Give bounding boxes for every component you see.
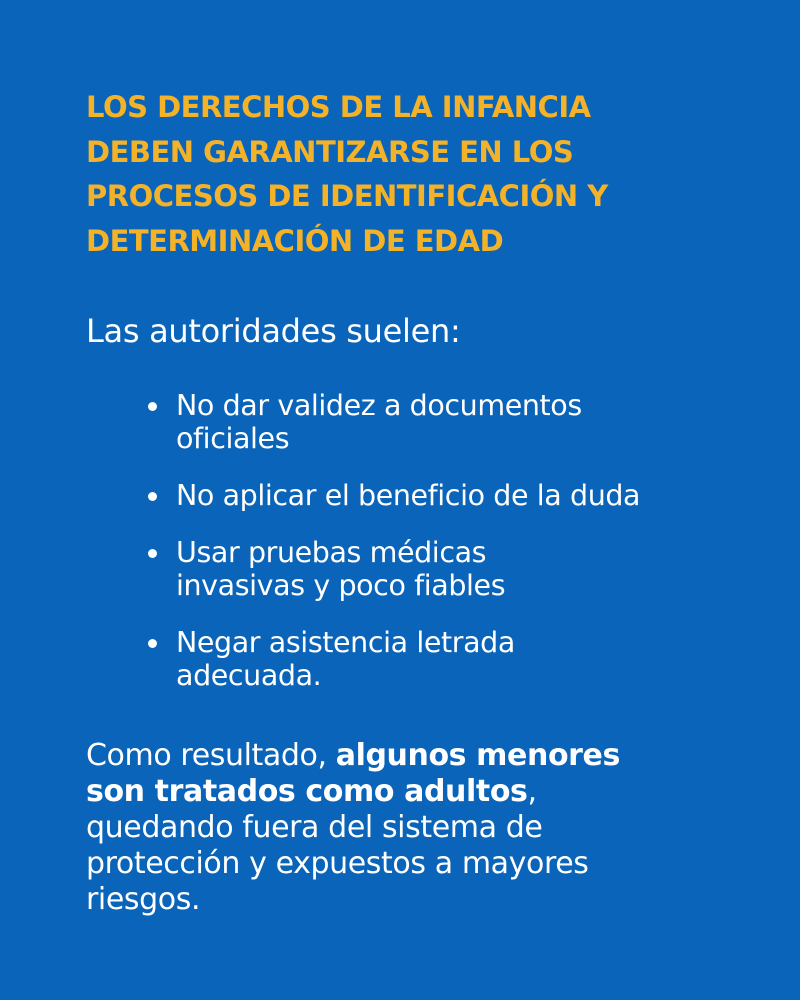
closing-line: quedando fuera del sistema de [86,810,543,845]
list-item [146,626,766,692]
bullet-dot-icon [148,639,157,648]
closing-comma: , [527,774,537,809]
closing-line [86,774,726,810]
bullet-list [86,389,766,692]
list-item-line: adecuada. [176,659,322,692]
headline-line: LOS DERECHOS DE LA INFANCIA [86,90,591,124]
list-item [146,479,766,512]
headline-line: PROCESOS DE IDENTIFICACIÓN Y [86,179,608,213]
closing-lead: Como resultado, [86,738,336,773]
closing-emphasis: algunos menores [335,738,620,773]
closing-paragraph [86,738,726,918]
headline-line: DETERMINACIÓN DE EDAD [86,223,504,258]
closing-line: riesgos. [86,882,201,917]
bullet-dot-icon [148,402,157,411]
closing-emphasis: son tratados como adultos [86,774,528,809]
closing-line: protección y expuestos a mayores [86,846,589,881]
list-item [146,389,766,455]
list-item-line: Usar pruebas médicas [176,536,487,569]
closing-line [86,738,726,774]
list-item-line: No dar validez a documentos [176,389,582,422]
list-item-line: invasivas y poco fiables [176,569,506,602]
headline [86,85,726,263]
list-item [146,536,766,602]
headline-line: DEBEN GARANTIZARSE EN LOS [86,134,574,169]
list-item-line: Negar asistencia letrada [176,626,515,659]
list-item-line: No aplicar el beneficio de la duda [176,479,641,512]
intro-text: Las autoridades suelen: [86,312,461,350]
bullet-dot-icon [148,492,157,501]
bullet-dot-icon [148,549,157,558]
list-item-line: oficiales [176,422,290,455]
